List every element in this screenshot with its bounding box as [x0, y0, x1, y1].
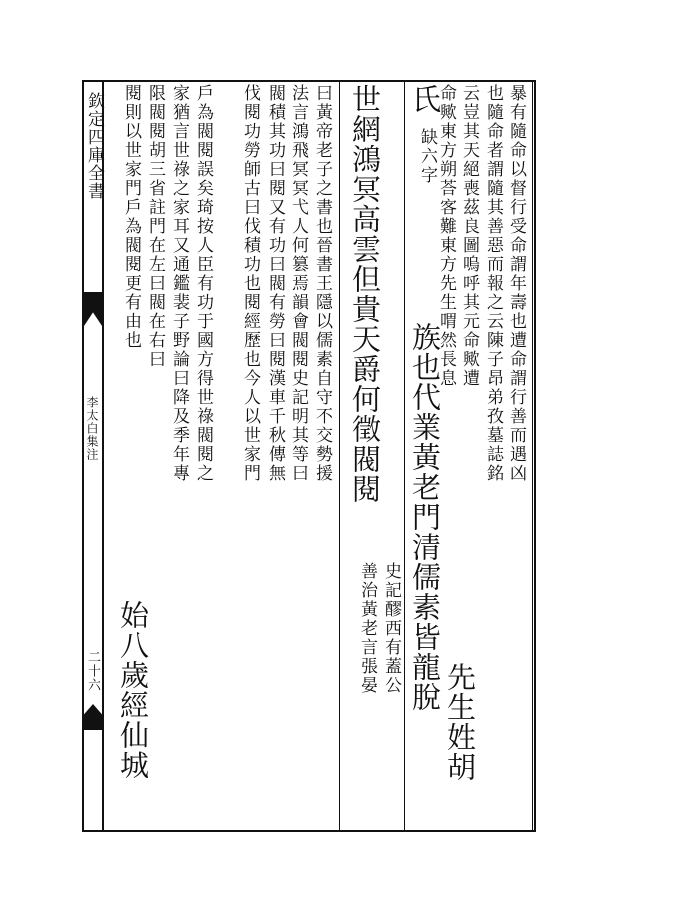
- text-column-4-main: 先生姓胡: [443, 662, 477, 782]
- text-column-14: 閱則以世家門戶為閥閱更有由也: [121, 84, 141, 350]
- text-column-6-note-b: 善治黃老言張晏: [357, 562, 377, 695]
- column-rule: [339, 82, 340, 830]
- text-column-11: 戶為閥閱誤矣琦按人臣有功于國方得世祿閥閱之: [193, 84, 213, 483]
- section-title: 李太白集注: [85, 396, 99, 461]
- text-column-13: 限閥閱胡三省註門在左曰閥在右曰: [145, 84, 165, 369]
- page-number: 二十六: [85, 650, 100, 692]
- text-column-5-head: 氏: [408, 84, 442, 114]
- text-column-7: 曰黃帝老子之書也晉書王隱以儒素自守不交勢援: [312, 84, 332, 483]
- text-column-4: 命歟東方朔荅客難東方先生喟然長息: [436, 84, 456, 388]
- book-title: 欽定四庫全書: [84, 92, 104, 200]
- text-column-6-main: 世網鴻冥高雲但貴天爵何徵閥閱: [348, 84, 382, 504]
- text-column-9: 閥積其功曰閱又有功曰閥有勞曰閱漢車千秋傳無: [265, 84, 285, 483]
- text-column-5-main: 族也代業黃老門清儒素皆龍脫: [408, 322, 442, 712]
- column-rule: [404, 82, 405, 830]
- text-column-5-note: 缺六字: [417, 128, 437, 185]
- page-border-inner-right: [532, 80, 538, 832]
- text-column-3: 云豈其天絕喪茲良圖嗚呼其元命歟遭: [459, 84, 479, 388]
- text-column-10: 伐閱功勞師古曰伐積功也閱經歷也今人以世家門: [240, 84, 260, 483]
- text-column-12: 家猶言世祿之家耳又通鑑裴子野論曰降及季年專: [169, 84, 189, 483]
- text-column-13-main: 始八歲經仙城: [116, 600, 150, 780]
- text-column-6-note-a: 史記醪西有蓋公: [381, 562, 401, 695]
- text-column-2: 也隨命者謂隨其善惡而報之云陳子昂弟孜墓誌銘: [483, 84, 503, 483]
- text-column-8: 法言鴻飛冥冥弋人何篡焉韻會閥閱史記明其等曰: [288, 84, 308, 483]
- text-column-1: 暴有隨命以督行受命謂年壽也遭命謂行善而遇凶: [506, 84, 526, 483]
